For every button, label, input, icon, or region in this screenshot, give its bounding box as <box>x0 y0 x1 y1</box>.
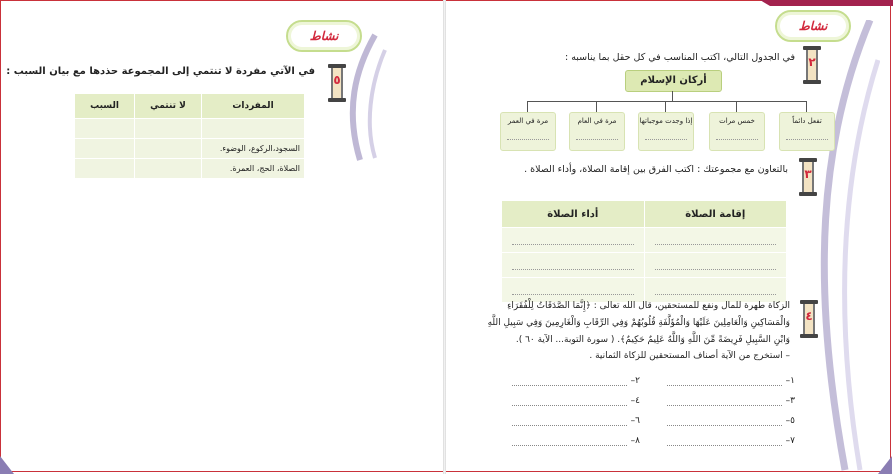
tree-connector-horizontal <box>527 101 806 102</box>
table-cell <box>75 139 135 159</box>
pillar-box: مرة في العام <box>569 112 625 151</box>
activity-3-number: ٣ <box>804 167 812 181</box>
activity-4-line: الزكاة طهرة للمال ونفع للمستحقين، قال الله تعالى : ﴿إِنَّمَا الصَّدَقَاتُ لِلْفُقَرَاءِ <box>507 301 790 311</box>
activity-3-instruction: بالتعاون مع مجموعتك : اكتب الفرق بين إقامة الصلاة، وأداء الصلاة . <box>524 164 788 175</box>
pillars-chart-title: أركان الإسلام <box>625 70 722 92</box>
table-cell <box>135 159 202 179</box>
answer-cell[interactable] <box>502 228 645 253</box>
pillar-box: مرة في العمر <box>500 112 556 151</box>
right-activity-badge: نشاط <box>775 10 851 42</box>
col-header-not-belong: لا تنتمي <box>135 94 202 119</box>
tree-connector <box>596 101 597 112</box>
answer-line-6[interactable] <box>505 416 640 426</box>
answer-number: ٢– <box>630 376 640 386</box>
activity-4-line: وَالْمَسَاكِينِ وَالْعَامِلِينَ عَلَيْهَا وَالْمُؤَلَّفَةِ قُلُوبُهُمْ وَفِي الرِّقَابِ وَالْغَارِمِينَ وَفِي سَبِيلِ اللَّهِ <box>487 318 790 328</box>
book-spine <box>443 0 446 474</box>
col-header-establishing-prayer: إقامة الصلاة <box>644 201 787 228</box>
right-swirl-decoration <box>800 20 880 474</box>
corner-triangle-left <box>0 456 14 474</box>
table-cell <box>202 119 305 139</box>
top-right-ribbon <box>760 0 893 8</box>
activity-5-number: ٥ <box>333 73 341 87</box>
answer-cell[interactable] <box>644 278 787 303</box>
activity-2-number: ٢ <box>808 55 816 69</box>
table-cell <box>135 119 202 139</box>
prayer-difference-table <box>501 200 787 303</box>
answer-cell[interactable] <box>644 228 787 253</box>
answer-line-3[interactable] <box>660 396 795 406</box>
left-table <box>74 93 305 179</box>
activity-2-hourglass-icon <box>803 46 821 84</box>
activity-4-line: وَابْنِ السَّبِيلِ فَرِيضَةً مِّنَ اللَّهِ وَاللَّهُ عَلِيمٌ حَكِيمٌ﴾. ( سورة التوبة... الآية ٦٠ ). <box>515 335 790 345</box>
answer-line-7[interactable] <box>660 436 795 446</box>
table-cell <box>75 159 135 179</box>
answer-number: ١– <box>785 376 795 386</box>
col-header-reason: السبب <box>75 94 135 119</box>
answer-line-8[interactable] <box>505 436 640 446</box>
activity-4-number: ٤ <box>805 309 813 323</box>
tree-connector <box>736 101 737 112</box>
answer-number: ٦– <box>630 416 640 426</box>
tree-connector <box>665 101 666 112</box>
left-activity-badge: نشاط <box>286 20 362 52</box>
corner-triangle-right <box>878 456 892 474</box>
answer-line-1[interactable] <box>660 376 795 386</box>
activity-2-instruction: في الجدول التالي، اكتب المناسب في كل حقل بما يناسبه : <box>564 52 795 63</box>
tree-connector-vertical <box>672 91 673 101</box>
activity-4-task: – استخرج من الآية أصناف المستحقين للزكاة الثمانية . <box>589 351 790 361</box>
answer-number: ٤– <box>630 396 640 406</box>
table-cell: السجود،الركوع، الوضوء. <box>202 139 305 159</box>
activity-3-hourglass-icon <box>799 158 817 196</box>
answer-cell[interactable] <box>644 253 787 278</box>
pillar-box: خمس مرات <box>709 112 765 151</box>
pillar-box: تفعل دائماً <box>779 112 835 151</box>
col-header-items: المفردات <box>202 94 305 119</box>
answer-line-5[interactable] <box>660 416 795 426</box>
tree-connector <box>806 101 807 112</box>
answer-number: ٧– <box>785 436 795 446</box>
answer-cell[interactable] <box>502 253 645 278</box>
answer-line-2[interactable] <box>505 376 640 386</box>
answer-number: ٣– <box>785 396 795 406</box>
table-cell <box>135 139 202 159</box>
activity-5-hourglass-icon <box>328 64 346 102</box>
pillar-box: إذا وجدت موجباتها <box>638 112 694 151</box>
activity-4-hourglass-icon <box>800 300 818 338</box>
answer-cell[interactable] <box>502 278 645 303</box>
col-header-performing-prayer: أداء الصلاة <box>502 201 645 228</box>
answer-line-4[interactable] <box>505 396 640 406</box>
table-cell: الصلاة، الحج، العمرة. <box>202 159 305 179</box>
answer-number: ٥– <box>785 416 795 426</box>
tree-connector <box>527 101 528 112</box>
answer-number: ٨– <box>630 436 640 446</box>
left-instruction: في الآتي مفردة لا تنتمي إلى المجموعة حذدها مع بيان السبب : <box>6 66 315 77</box>
table-cell <box>75 119 135 139</box>
